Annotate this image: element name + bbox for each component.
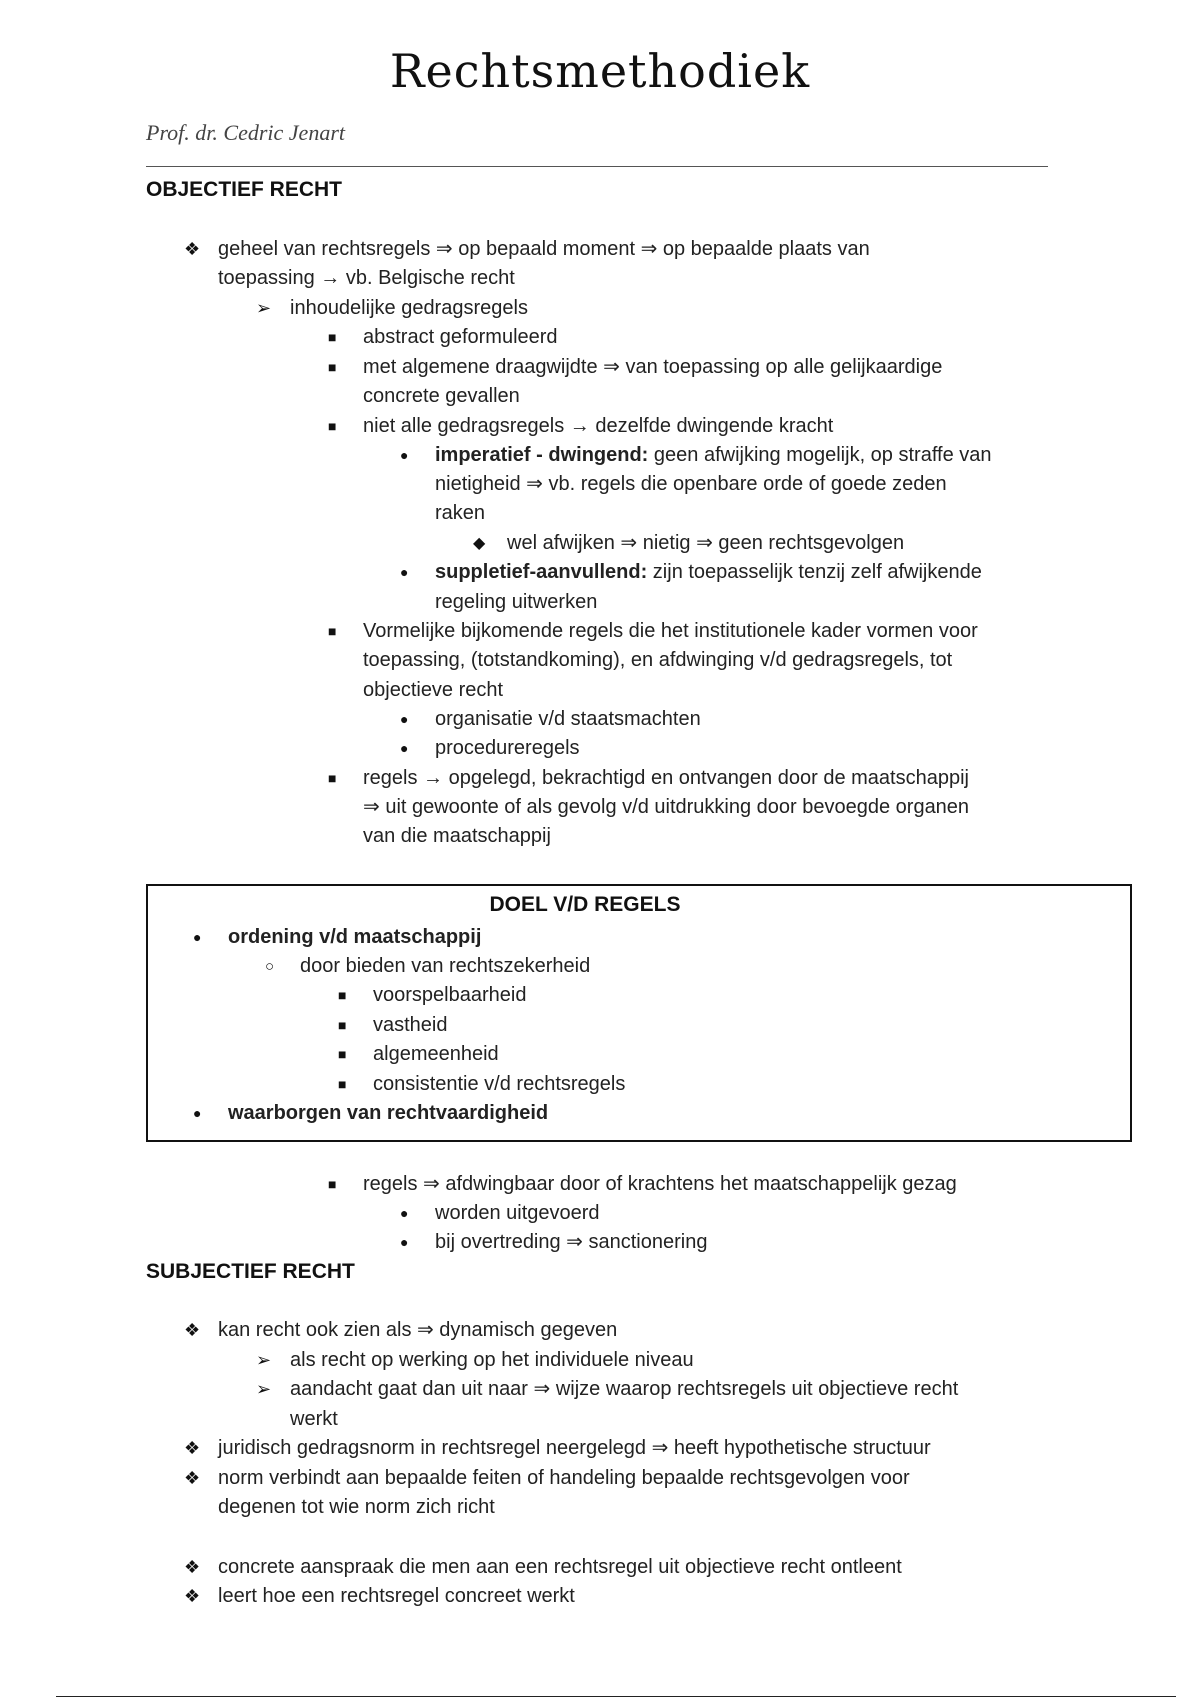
list-item-cont: regeling uitwerken — [435, 591, 598, 613]
term-imperatief-desc: geen afwijking mogelijk, op straffe van — [648, 444, 992, 466]
section-heading-objectief: OBJECTIEF RECHT — [146, 178, 343, 201]
list-item: wel afwijken ⇒ nietig ⇒ geen rechtsgevolgen — [507, 532, 905, 554]
document-author: Prof. dr. Cedric Jenart — [146, 120, 345, 145]
bullet-dot-icon: ● — [400, 711, 409, 727]
bullet-square-icon: ■ — [338, 1046, 347, 1062]
bullet-square-icon: ■ — [328, 770, 337, 786]
list-item — [435, 558, 982, 587]
term-suppletief: suppletief-aanvullend: — [435, 561, 648, 583]
term-imperatief: imperatief - dwingend: — [435, 444, 649, 466]
list-item-cont: raken — [435, 502, 486, 524]
list-item-cont: toepassing → vb. Belgische recht — [218, 267, 515, 289]
bullet-arrow-icon: ➢ — [256, 298, 272, 318]
list-item: norm verbindt aan bepaalde feiten of handeling bepaalde rechtsgevolgen voor — [218, 1467, 910, 1489]
list-item-cont: nietigheid ⇒ vb. regels die openbare orde of goede zeden — [435, 473, 947, 495]
bullet-arrow-icon: ➢ — [256, 1350, 272, 1370]
document-title: Rechtsmethodiek — [389, 44, 811, 98]
bullet-square-icon: ■ — [338, 987, 347, 1003]
list-item-cont: toepassing, (totstandkoming), en afdwinging v/d gedragsregels, tot — [363, 649, 953, 671]
bullet-dot-icon: ● — [193, 1105, 202, 1121]
list-item-cont: degenen tot wie norm zich richt — [218, 1496, 495, 1518]
list-item: vastheid — [373, 1014, 448, 1036]
bullet-dot-icon: ● — [400, 447, 409, 463]
list-item: waarborgen van rechtvaardigheid — [228, 1102, 549, 1124]
list-item-cont: objectieve recht — [363, 679, 504, 701]
goals-box-title: DOEL V/D REGELS — [489, 893, 681, 916]
list-item-cont: werkt — [290, 1408, 338, 1430]
list-item: door bieden van rechtszekerheid — [300, 955, 591, 977]
bullet-diamond-icon: ◆ — [473, 535, 486, 552]
bullet-square-icon: ■ — [338, 1017, 347, 1033]
title-divider — [146, 166, 1048, 167]
bullet-diamond-outline-icon: ❖ — [184, 1438, 201, 1458]
bullet-square-icon: ■ — [328, 623, 337, 639]
term-suppletief-desc: zijn toepasselijk tenzij zelf afwijkende — [647, 561, 982, 583]
bullet-diamond-outline-icon: ❖ — [184, 1468, 201, 1488]
list-item: niet alle gedragsregels → dezelfde dwingende kracht — [363, 415, 834, 437]
list-item-cont: concrete gevallen — [363, 385, 520, 407]
list-item: concrete aanspraak die men aan een rechtsregel uit objectieve recht ontleent — [218, 1556, 902, 1578]
list-item: als recht op werking op het individuele niveau — [290, 1349, 694, 1371]
list-item: algemeenheid — [373, 1043, 499, 1065]
list-item-cont: van die maatschappij — [363, 825, 551, 847]
bullet-dot-icon: ● — [400, 564, 409, 580]
list-item: inhoudelijke gedragsregels — [290, 297, 528, 319]
list-item: voorspelbaarheid — [373, 984, 527, 1006]
bullet-diamond-outline-icon: ❖ — [184, 1557, 201, 1577]
list-item: abstract geformuleerd — [363, 326, 558, 348]
list-item: juridisch gedragsnorm in rechtsregel neergelegd ⇒ heeft hypothetische structuur — [218, 1437, 931, 1459]
list-item: organisatie v/d staatsmachten — [435, 708, 701, 730]
bullet-dot-icon: ● — [400, 740, 409, 756]
list-item: worden uitgevoerd — [435, 1202, 600, 1224]
list-item: kan recht ook zien als ⇒ dynamisch gegeven — [218, 1319, 618, 1341]
bullet-arrow-icon: ➢ — [256, 1379, 272, 1399]
list-item: aandacht gaat dan uit naar ⇒ wijze waarop rechtsregels uit objectieve recht — [290, 1378, 959, 1400]
bullet-square-icon: ■ — [328, 329, 337, 345]
section-heading-subjectief: SUBJECTIEF RECHT — [146, 1260, 355, 1283]
list-item: regels ⇒ afdwingbaar door of krachtens het maatschappelijk gezag — [363, 1173, 957, 1195]
list-item — [435, 441, 992, 470]
list-item: geheel van rechtsregels ⇒ op bepaald moment ⇒ op bepaalde plaats van — [218, 238, 870, 260]
bullet-square-icon: ■ — [338, 1076, 347, 1092]
list-item-cont: ⇒ uit gewoonte of als gevolg v/d uitdrukking door bevoegde organen — [363, 796, 970, 818]
bullet-diamond-outline-icon: ❖ — [184, 1586, 201, 1606]
bullet-dot-icon: ● — [400, 1234, 409, 1250]
bullet-square-icon: ■ — [328, 1176, 337, 1192]
list-item: leert hoe een rechtsregel concreet werkt — [218, 1585, 575, 1607]
bullet-dot-icon: ● — [400, 1205, 409, 1221]
bullet-square-icon: ■ — [328, 418, 337, 434]
list-item: met algemene draagwijdte ⇒ van toepassing op alle gelijkaardige — [363, 356, 943, 378]
bullet-square-icon: ■ — [328, 359, 337, 375]
list-item: procedureregels — [435, 737, 580, 759]
list-item: bij overtreding ⇒ sanctionering — [435, 1231, 708, 1253]
list-item: ordening v/d maatschappij — [228, 926, 482, 948]
bullet-dot-icon: ● — [193, 929, 202, 945]
bullet-circle-icon: ○ — [265, 958, 275, 975]
list-item: regels → opgelegd, bekrachtigd en ontvangen door de maatschappij — [363, 767, 969, 789]
page-bottom-divider — [56, 1696, 1176, 1697]
bullet-diamond-outline-icon: ❖ — [184, 1320, 201, 1340]
bullet-diamond-outline-icon: ❖ — [184, 239, 201, 259]
list-item: Vormelijke bijkomende regels die het institutionele kader vormen voor — [363, 620, 978, 642]
list-item: consistentie v/d rechtsregels — [373, 1073, 626, 1095]
